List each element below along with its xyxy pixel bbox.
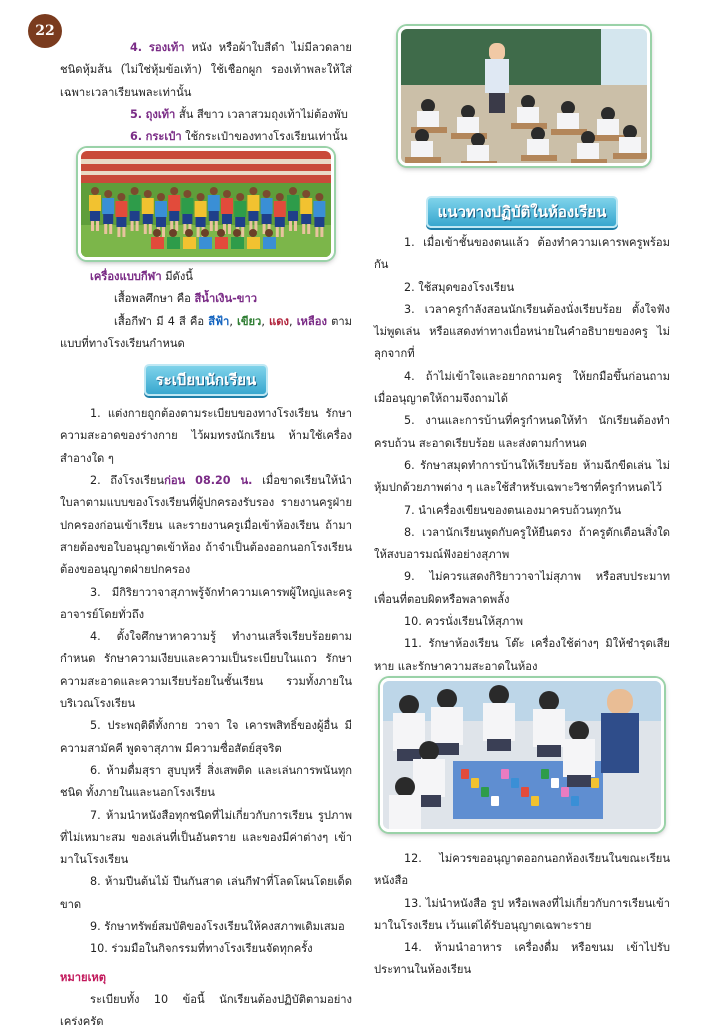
rule-item-arrival: 2. ถึงโรงเรียนก่อน 08.20 น. เมื่อขาดเรียนให้นำใบลาตามแบบของโรงเรียนที่ผู้ปกครองรับรอง รายงานครูฝ่ายปกครองก่อนเข้าเรียน และรายงานครูเมื่อเข้าห้องเรียน ถ้ามาสายต้องขอใบอนุญาตเข้าห้อง ถ้าจำเป็นต้องออกนอกโรงเรียนต้องขออนุญาตฝ่ายปกครอง <box>60 474 352 577</box>
guideline-item: 13. ไม่นำหนังสือ รูป หรือเพลงที่ไม่เกี่ยวกับการเรียนเข้ามาในโรงเรียน เว้นแต่ได้รับอนุญาตเฉพาะราย <box>374 896 670 932</box>
rule-item: 1. แต่งกายถูกต้องตามระเบียบของทางโรงเรียน รักษาความสะอาดของร่างกาย ไว้ผมทรงนักเรียน ห้ามใช้เครื่องสำอางใด ๆ <box>60 407 352 465</box>
rule-item: 4. ตั้งใจศึกษาหาความรู้ ทำงานเสร็จเรียบร้อยตามกำหนด รักษาความเงียบและความเป็นระเบียบในแถว รักษาความสะอาดและความเรียบร้อยในชั้นเรียน รวมทั้งภายในบริเวณโรงเรียน <box>60 630 352 711</box>
sport-team-colors: เสื้อกีฬา มี 4 สี คือ สีฟ้า, เขียว, แดง, เหลือง ตามแบบที่ทางโรงเรียนกำหนด <box>60 314 353 350</box>
note-title: หมายเหตุ <box>60 970 107 984</box>
sport-uniform <box>60 266 352 1034</box>
rule-item: 8. ห้ามปีนต้นไม้ ปีนกันสาด เล่นกีฬาที่โลดโผนโดยเด็ดขาด <box>60 875 352 911</box>
guideline-item: 9. ไม่ควรแสดงกิริยาวาจาไม่สุภาพ หรือสบประมาทเพื่อนที่ตอบผิดหรือพลาดพลั้ง <box>374 570 670 606</box>
sport-uniform-lead: เครื่องแบบกีฬา มีดังนี้ <box>90 270 193 283</box>
classroom-photo <box>398 26 650 166</box>
guideline-item: 6. รักษาสมุดทำการบ้านให้เรียบร้อย ห้ามฉีกขีดเล่น ไม่หุ้มปกด้วยภาพต่าง ๆ และใช้สำหรับเฉพาะวิชาที่ครูกำหนดไว้ <box>374 458 670 495</box>
rule-item: 3. มีกิริยาวาจาสุภาพรู้จักทำความเคารพผู้ใหญ่และครูอาจารย์โดยทั่วถึง <box>60 585 352 621</box>
guideline-item: 11. รักษาห้องเรียน โต๊ะ เครื่องใช้ต่างๆ มิให้ชำรุดเสียหาย และรักษาความสะอาดในห้อง <box>374 637 670 673</box>
guideline-item: 10. ควรนั่งเรียนให้สุภาพ <box>404 615 523 629</box>
guideline-item: 4. ถ้าไม่เข้าใจและอยากถามครู ให้ยกมือขึ้นก่อนถาม เมื่ออนุญาตให้ถามจึงถามได้ <box>374 369 670 406</box>
guideline-item: 14. ห้ามนำอาหาร เครื่องดื่ม หรือขนม เข้าไปรับประทานในห้องเรียน <box>374 941 670 977</box>
group-activity-photo <box>380 678 664 832</box>
sport-shirt-line: เสื้อพลศึกษา คือ สีน้ำเงิน-ขาว <box>114 292 258 306</box>
guideline-item: 5. งานและการบ้านที่ครูกำหนดให้ทำ นักเรียนต้องทำครบถ้วน สะอาดเรียบร้อย และส่งตามกำหนด <box>374 414 670 450</box>
guideline-item: 8. เวลานักเรียนพูดกับครูให้ยืนตรง ถ้าครูตักเตือนสิ่งใดให้สงบอารมณ์ฟังอย่างสุภาพ <box>374 525 670 562</box>
uniform-items <box>60 37 352 148</box>
note-text: ระเบียบทั้ง 10 ข้อนี้ นักเรียนต้องปฏิบัติตามอย่างเคร่งครัด <box>60 992 352 1029</box>
classroom-guidelines-cont <box>374 848 670 982</box>
guideline-item: 3. เวลาครูกำลังสอนนักเรียนต้องนั่งเรียบร้อย ตั้งใจฟัง ไม่พูดเล่น หรือแสดงท่าทางเบื่อหน่ายในคำอธิบายของครู ไม่ลุกจากที่ <box>374 302 670 361</box>
rule-item: 7. ห้ามนำหนังสือทุกชนิดที่ไม่เกี่ยวกับการเรียน รูปภาพที่ไม่เหมาะสม ของเล่นที่เป็นอันตราย และของมีค่าต่างๆ เข้ามาในโรงเรียน <box>60 808 352 867</box>
page-number: 22 <box>28 14 62 48</box>
classroom-guidelines <box>374 196 670 678</box>
guideline-item: 12. ไม่ควรขออนุญาตออกนอกห้องเรียนในขณะเรียนหนังสือ <box>374 852 670 888</box>
rule-item: 5. ประพฤติดีทั้งกาย วาจา ใจ เคารพสิทธิ์ของผู้อื่น มีความสามัคคี พูดจาสุภาพ มีความซื่อสัตย์สุจริต <box>60 719 352 755</box>
guideline-item: 7. นำเครื่องเขียนของตนเองมาครบถ้วนทุกวัน <box>404 503 622 517</box>
rule-item: 10. ร่วมมือในกิจกรรมที่ทางโรงเรียนจัดทุกครั้ง <box>90 942 313 956</box>
uniform-item-socks: 5. ถุงเท้า สั้น สีขาว เวลาสวมถุงเท้าไม่ต้องพับ <box>130 107 348 121</box>
uniform-item-bag: 6. กระเป๋า ใช้กระเป๋าของทางโรงเรียนเท่านั้น <box>130 130 348 144</box>
uniform-item-shoes: 4. รองเท้า หนัง หรือผ้าใบสีดำ ไม่มีลวดลาย ชนิดหุ้มส้น (ไม่ใช่หุ้มข้อเท้า) ใช้เชือกผูก รองเท้าพละให้ใส่เฉพาะเวลาเรียนพละเท่านั้น <box>60 41 352 99</box>
guidelines-heading: แนวทางปฏิบัติในห้องเรียน <box>426 196 619 228</box>
sports-team-photo <box>78 148 334 260</box>
guideline-item: 1. เมื่อเข้าชั้นของตนแล้ว ต้องทำความเคารพครูพร้อมกัน <box>374 236 670 272</box>
rules-heading-wrap <box>60 364 352 396</box>
rule-item: 6. ห้ามดื่มสุรา สูบบุหรี่ สิ่งเสพติด และเล่นการพนันทุกชนิด ทั้งภายในและนอกโรงเรียน <box>60 763 352 800</box>
guideline-item: 2. ใช้สมุดของโรงเรียน <box>404 280 515 294</box>
rule-item: 9. รักษาทรัพย์สมบัติของโรงเรียนให้คงสภาพเดิมเสมอ <box>90 920 345 934</box>
rules-heading: ระเบียบนักเรียน <box>144 364 269 396</box>
guidelines-heading-wrap <box>374 196 670 228</box>
